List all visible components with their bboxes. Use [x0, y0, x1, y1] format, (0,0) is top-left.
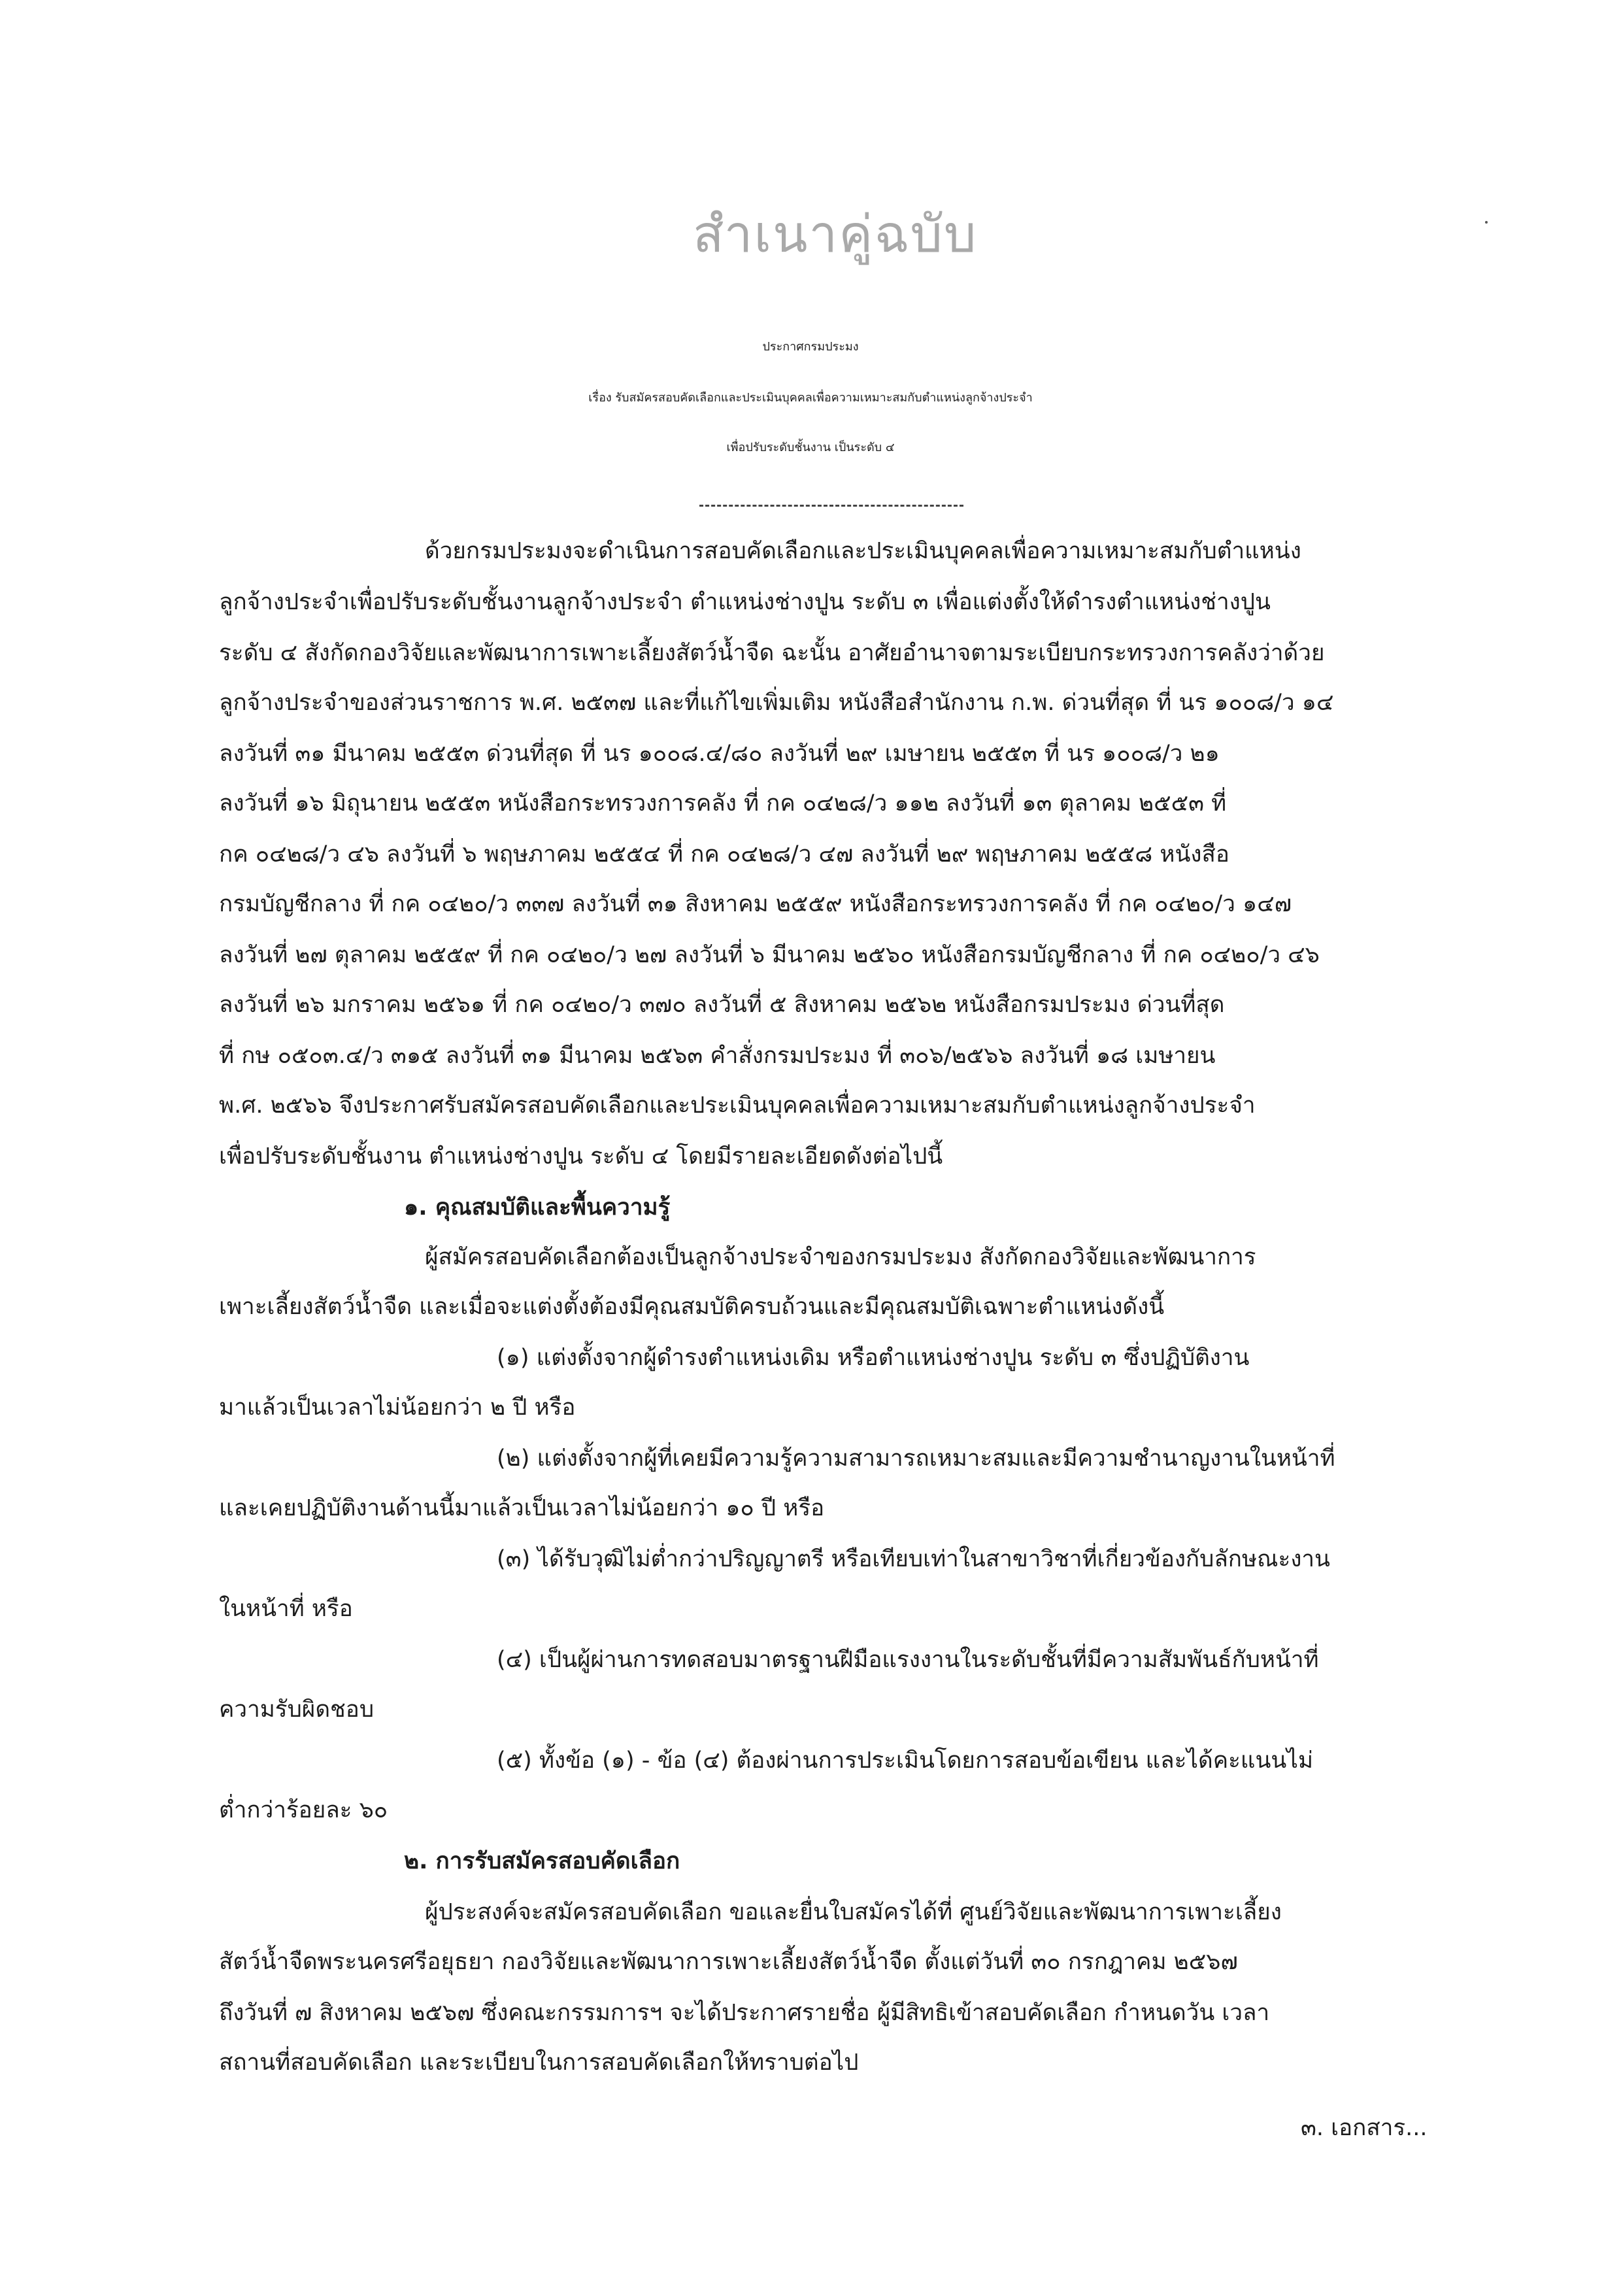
section-1-title: ๑. คุณสมบัติและพื้นความรู้: [404, 1194, 671, 1221]
qualification-item-cont: และเคยปฏิบัติงานด้านนี้มาแล้วเป็นเวลาไม่น้อยกว่า ๑๐ ปี หรือ: [219, 1495, 825, 1521]
qualification-item: (๓) ได้รับวุฒิไม่ต่ำกว่าปริญญาตรี หรือเทียบเท่าในสาขาวิชาที่เกี่ยวข้องกับลักษณะงาน: [497, 1546, 1330, 1572]
page-continuation: ๓. เอกสาร...: [1301, 2115, 1428, 2141]
intro-line: ลงวันที่ ๒๗ ตุลาคม ๒๕๕๙ ที่ กค ๐๔๒๐/ว ๒๗ ลงวันที่ ๖ มีนาคม ๒๕๖๐ หนังสือกรมบัญชีกลาง ที่ กค ๐๔๒๐/ว ๔๖: [219, 942, 1320, 968]
section-2-title: ๒. การรับสมัครสอบคัดเลือก: [404, 1848, 680, 1874]
intro-line: ด้วยกรมประมงจะดำเนินการสอบคัดเลือกและประเมินบุคคลเพื่อความเหมาะสมกับตำแหน่ง: [425, 538, 1301, 564]
intro-line: พ.ศ. ๒๕๖๖ จึงประกาศรับสมัครสอบคัดเลือกและประเมินบุคคลเพื่อความเหมาะสมกับตำแหน่งลูกจ้างประจำ: [219, 1092, 1256, 1119]
announcement-subject-line-2: เพื่อปรับระดับชั้นงาน เป็นระดับ ๔: [726, 441, 895, 454]
intro-line: ที่ กษ ๐๕๐๓.๔/ว ๓๑๕ ลงวันที่ ๓๑ มีนาคม ๒๕๖๓ คำสั่งกรมประมง ที่ ๓๐๖/๒๕๖๖ ลงวันที่ ๑๘ เมษายน: [219, 1043, 1216, 1069]
intro-line: กรมบัญชีกลาง ที่ กค ๐๔๒๐/ว ๓๓๗ ลงวันที่ ๓๑ สิงหาคม ๒๕๕๙ หนังสือกระทรวงการคลัง ที่ กค ๐๔๒๐/ว ๑๔๗: [219, 891, 1292, 917]
scan-speck: [1485, 221, 1488, 224]
intro-line: ระดับ ๔ สังกัดกองวิจัยและพัฒนาการเพาะเลี้ยงสัตว์น้ำจืด ฉะนั้น อาศัยอำนาจตามระเบียบกระทรวงการคลังว่าด้วย: [219, 640, 1325, 666]
announcement-subject-line-1: เรื่อง รับสมัครสอบคัดเลือกและประเมินบุคคลเพื่อความเหมาะสมกับตำแหน่งลูกจ้างประจำ: [588, 391, 1033, 405]
section-1-para-line: ผู้สมัครสอบคัดเลือกต้องเป็นลูกจ้างประจำของกรมประมง สังกัดกองวิจัยและพัฒนาการ: [425, 1244, 1256, 1270]
heading-separator: [699, 505, 963, 507]
intro-line: เพื่อปรับระดับชั้นงาน ตำแหน่งช่างปูน ระดับ ๔ โดยมีรายละเอียดดังต่อไปนี้: [219, 1143, 943, 1170]
qualification-item: (๔) เป็นผู้ผ่านการทดสอบมาตรฐานฝีมือแรงงานในระดับชั้นที่มีความสัมพันธ์กับหน้าที่: [497, 1647, 1319, 1673]
qualification-item-cont: ในหน้าที่ หรือ: [219, 1596, 353, 1622]
section-2-para-line: สัตว์น้ำจืดพระนครศรีอยุธยา กองวิจัยและพัฒนาการเพาะเลี้ยงสัตว์น้ำจืด ตั้งแต่วันที่ ๓๐ กรกฎาคม ๒๕๖๗: [219, 1949, 1238, 1975]
intro-line: ลงวันที่ ๒๖ มกราคม ๒๕๖๑ ที่ กค ๐๔๒๐/ว ๓๗๐ ลงวันที่ ๕ สิงหาคม ๒๕๖๒ หนังสือกรมประมง ด่วนที่สุด: [219, 992, 1225, 1018]
section-2-para-line: สถานที่สอบคัดเลือก และระเบียบในการสอบคัดเลือกให้ทราบต่อไป: [219, 2050, 859, 2076]
copy-stamp: สำเนาคู่ฉบับ: [693, 205, 978, 264]
qualification-item: (๒) แต่งตั้งจากผู้ที่เคยมีความรู้ความสามารถเหมาะสมและมีความชำนาญงานในหน้าที่: [497, 1445, 1335, 1472]
qualification-item: (๑) แต่งตั้งจากผู้ดำรงตำแหน่งเดิม หรือตำแหน่งช่างปูน ระดับ ๓ ซึ่งปฏิบัติงาน: [497, 1345, 1250, 1371]
section-2-para-line: ถึงวันที่ ๗ สิงหาคม ๒๕๖๗ ซึ่งคณะกรรมการฯ จะได้ประกาศรายชื่อ ผู้มีสิทธิเข้าสอบคัดเลือก กำหนดวัน เวลา: [219, 2000, 1270, 2026]
qualification-item: (๕) ทั้งข้อ (๑) - ข้อ (๔) ต้องผ่านการประเมินโดยการสอบข้อเขียน และได้คะแนนไม่: [497, 1747, 1314, 1774]
section-2-para-line: ผู้ประสงค์จะสมัครสอบคัดเลือก ขอและยื่นใบสมัครได้ที่ ศูนย์วิจัยและพัฒนาการเพาะเลี้ยง: [425, 1899, 1282, 1925]
intro-line: ลูกจ้างประจำของส่วนราชการ พ.ศ. ๒๕๓๗ และที่แก้ไขเพิ่มเติม หนังสือสำนักงาน ก.พ. ด่วนที่สุด ที่ นร ๑๐๐๘/ว ๑๔: [219, 690, 1334, 716]
intro-line: ลงวันที่ ๓๑ มีนาคม ๒๕๕๓ ด่วนที่สุด ที่ นร ๑๐๐๘.๔/๘๐ ลงวันที่ ๒๙ เมษายน ๒๕๕๓ ที่ นร ๑๐๐๘/ว ๒๑: [219, 741, 1220, 767]
intro-line: กค ๐๔๒๘/ว ๔๖ ลงวันที่ ๖ พฤษภาคม ๒๕๕๔ ที่ กค ๐๔๒๘/ว ๔๗ ลงวันที่ ๒๙ พฤษภาคม ๒๕๕๘ หนังสือ: [219, 841, 1229, 868]
intro-line: ลงวันที่ ๑๖ มิถุนายน ๒๕๕๓ หนังสือกระทรวงการคลัง ที่ กค ๐๔๒๘/ว ๑๑๒ ลงวันที่ ๑๓ ตุลาคม ๒๕๕๓ ที่: [219, 790, 1227, 817]
intro-line: ลูกจ้างประจำเพื่อปรับระดับชั้นงานลูกจ้างประจำ ตำแหน่งช่างปูน ระดับ ๓ เพื่อแต่งตั้งให้ดำรงตำแหน่งช่างปูน: [219, 589, 1271, 615]
qualification-item-cont: ความรับผิดชอบ: [219, 1697, 375, 1723]
section-1-para-line: เพาะเลี้ยงสัตว์น้ำจืด และเมื่อจะแต่งตั้งต้องมีคุณสมบัติครบถ้วนและมีคุณสมบัติเฉพาะตำแหน่งดังนี้: [219, 1294, 1165, 1320]
announcement-org: ประกาศกรมประมง: [762, 340, 859, 354]
qualification-item-cont: มาแล้วเป็นเวลาไม่น้อยกว่า ๒ ปี หรือ: [219, 1394, 576, 1421]
qualification-item-cont: ต่ำกว่าร้อยละ ๖๐: [219, 1797, 388, 1823]
